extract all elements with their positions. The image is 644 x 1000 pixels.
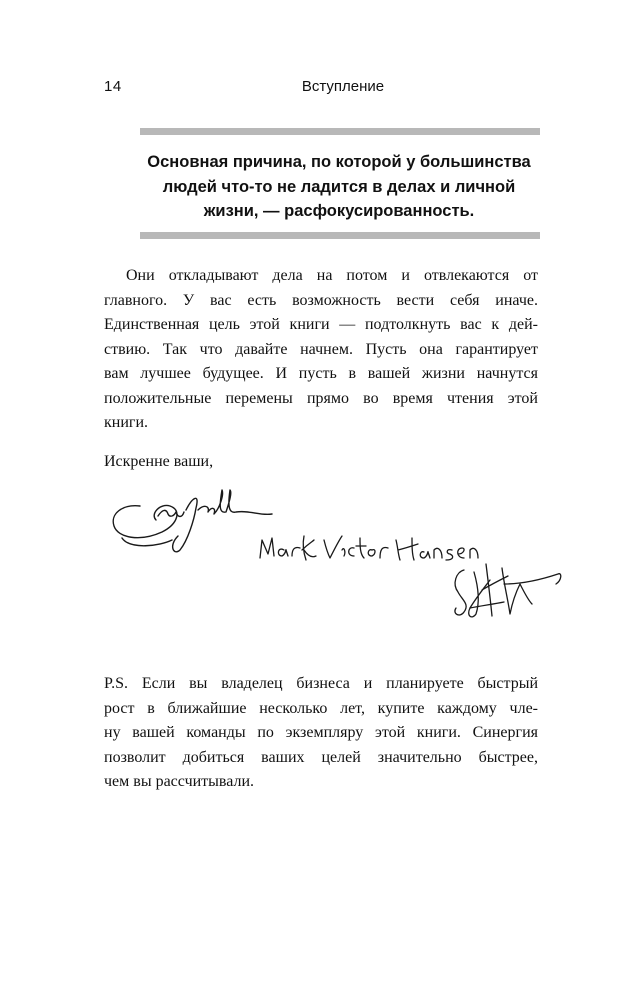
callout-box: [122, 150, 556, 224]
callout-line: Основная причина, по которой у большинства: [147, 153, 531, 171]
signature-jack-canfield: [113, 490, 272, 552]
postscript-line: позволит добиться ваших целей значительно быстрее,: [104, 748, 538, 766]
body-paragraph: [104, 264, 538, 436]
callout-rule-top: [140, 128, 540, 135]
paragraph-line: книги.: [104, 414, 149, 431]
paragraph-line: Они откладывают дела на потом и отвлекаются от: [126, 267, 538, 284]
signatures: [100, 480, 570, 640]
postscript-line: P.S. Если вы владелец бизнеса и планируете быстрый: [104, 675, 538, 692]
paragraph-line: положительные перемены прямо во время чтения этой: [104, 389, 538, 407]
callout-rule-bottom: [140, 232, 540, 239]
paragraph-line: вам лучшее будущее. И пусть в вашей жизни начнутся: [104, 365, 538, 382]
paragraph-line: Единственная цель этой книги — подтолкнуть вас к дей-: [104, 316, 538, 333]
signature-mark-victor-hansen: [260, 536, 478, 560]
callout-line: людей что-то не ладится в делах и личной: [162, 177, 516, 196]
paragraph-line: ствию. Так что давайте начнем. Пусть она гарантирует: [104, 340, 538, 358]
postscript: [104, 672, 538, 795]
closing-salutation: [104, 450, 538, 475]
page-number: 14: [104, 78, 122, 95]
running-head: Вступление: [301, 78, 385, 95]
postscript-line: чем вы рассчитывали.: [104, 773, 255, 790]
callout-line: жизни, — расфокусированность.: [203, 202, 475, 220]
closing-line: Искренне ваши,: [104, 453, 214, 470]
postscript-line: рост в ближайшие несколько лет, купите каждому чле-: [104, 699, 538, 717]
postscript-line: ну вашей команды по экземпляру этой книги. Синергия: [104, 724, 538, 741]
paragraph-line: главного. У вас есть возможность вести себя иначе.: [104, 291, 538, 309]
signature-les-hewitt: [455, 564, 561, 617]
